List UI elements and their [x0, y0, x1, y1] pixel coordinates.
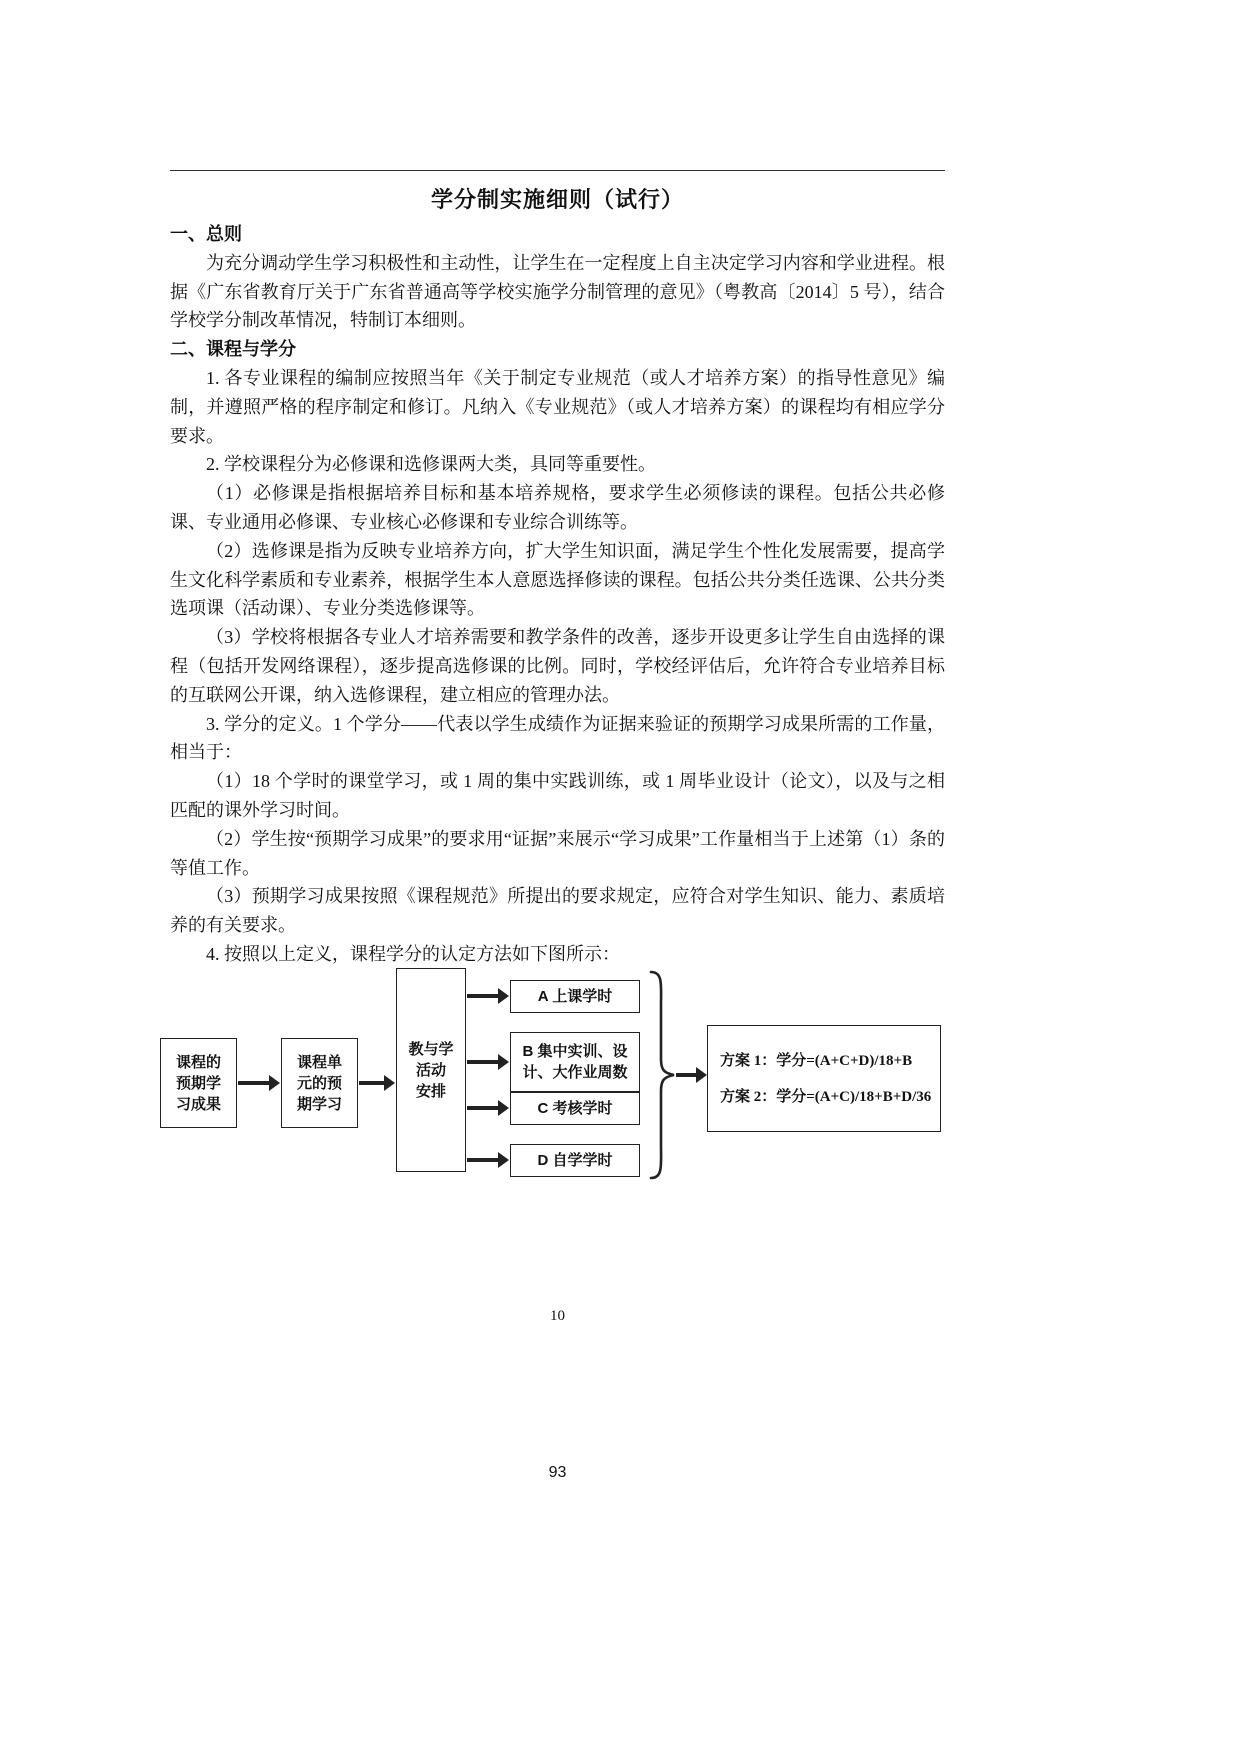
flow-box-line: 预期学: [175, 1074, 221, 1092]
flow-box-line: 期学习: [296, 1095, 342, 1113]
flow-box-line: B 集中实训、设: [522, 1043, 628, 1060]
flow-box-line: A 上课学时: [537, 988, 613, 1005]
inner-page-number: 10: [550, 1308, 565, 1324]
flow-box-line: 习成果: [175, 1095, 221, 1113]
flow-box-line: 元的预: [296, 1074, 342, 1092]
paragraph: 1. 各专业课程的编制应按照当年《关于制定专业规范（或人才培养方案）的指导性意见》编制，并遵照严格的程序制定和修订。凡纳入《专业规范》（或人才培养方案）的课程均有相应学分要求。: [170, 367, 945, 446]
paragraph: （3）预期学习成果按照《课程规范》所提出的要求规定，应符合对学生知识、能力、素质培养的有关要求。: [170, 886, 945, 936]
section-heading-courses-credits: 二、课程与学分: [170, 339, 296, 360]
credit-formula-plan2: 方案 2：学分=(A+C)/18+B+D/36: [720, 1088, 932, 1105]
document-body: [170, 220, 945, 969]
header-rule: [170, 170, 945, 171]
paragraph: （2）选修课是指为反映专业培养方向，扩大学生知识面，满足学生个性化发展需要，提高学生文化科学素质和专业素养，根据学生本人意愿选择修读的课程。包括公共分类任选课、公共分类选项课（活动课）、专业分类选修课等。: [170, 540, 945, 619]
flow-box-line: 计、大作业周数: [522, 1064, 628, 1081]
credit-formula-plan1: 方案 1：学分=(A+C+D)/18+B: [720, 1052, 913, 1069]
outer-page-number: 93: [548, 1464, 567, 1481]
flow-box-line: 课程的: [175, 1053, 221, 1071]
paragraph: （1）18 个学时的课堂学习，或 1 周的集中实践训练，或 1 周毕业设计（论文），以及与之相匹配的课外学习时间。: [170, 771, 945, 820]
flow-box-line: 安排: [415, 1082, 446, 1100]
paragraph: （2）学生按“预期学习成果”的要求用“证据”来展示“学习成果”工作量相当于上述第（1）条的等值工作。: [170, 828, 945, 878]
document-content: [170, 0, 945, 1753]
flow-box-line: 活动: [415, 1061, 446, 1079]
paragraph: 为充分调动学生学习积极性和主动性，让学生在一定程度上自主决定学习内容和学业进程。根据《广东省教育厅关于广东省普通高等学校实施学分制管理的意见》（粤教高〔2014〕5 号），结合学校学分制改革情况，特制订本细则。: [170, 252, 945, 331]
flow-box-line: D 自学学时: [537, 1152, 613, 1169]
flow-box-line: C 考核学时: [537, 1100, 613, 1117]
paragraph: 3. 学分的定义。1 个学分——代表以学生成绩作为证据来验证的预期学习成果所需的工作量，相当于：: [170, 713, 945, 763]
flow-box-line: 课程单: [296, 1053, 342, 1071]
paragraph: 2. 学校课程分为必修课和选修课两大类，具同等重要性。: [206, 454, 656, 475]
flow-box-line: 教与学: [408, 1040, 454, 1058]
section-heading-general: 一、总则: [170, 224, 242, 244]
page-title: 学分制实施细则（试行）: [430, 187, 684, 212]
paragraph: 4. 按照以上定义，课程学分的认定方法如下图所示：: [206, 943, 620, 964]
paragraph: （3）学校将根据各专业人才培养需要和教学条件的改善，逐步开设更多让学生自由选择的课程（包括开发网络课程），逐步提高选修课的比例。同时，学校经评估后，允许符合专业培养目标的互联网公开课，纳入选修课程，建立相应的管理办法。: [170, 627, 945, 705]
paragraph: （1）必修课是指根据培养目标和基本培养规格，要求学生必须修读的课程。包括公共必修课、专业通用必修课、专业核心必修课和专业综合训练等。: [170, 483, 945, 532]
